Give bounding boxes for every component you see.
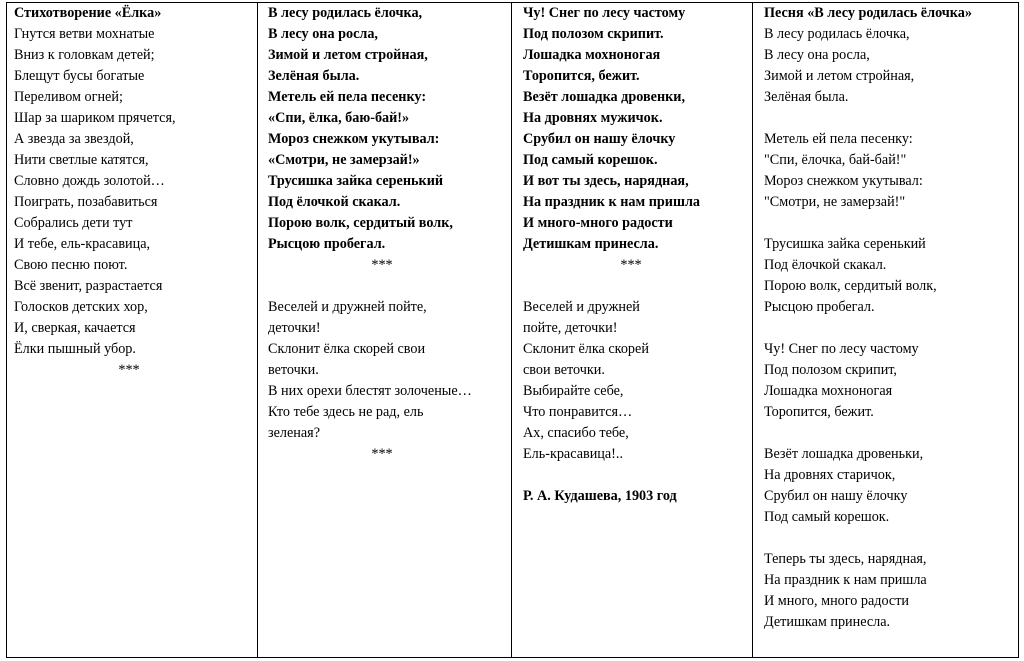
poem-line: Веселей и дружней пойте,: [268, 299, 427, 315]
poem-line: Свою песню поют.: [14, 257, 128, 273]
poem-line: Мороз снежком укутывал:: [764, 173, 923, 189]
stanza-separator: ***: [620, 257, 642, 273]
blank-line: [764, 108, 1014, 129]
poem-line: На дровнях мужичок.: [523, 110, 663, 126]
blank-line: [764, 213, 1014, 234]
stanza-separator: ***: [371, 446, 393, 462]
poem-line: Всё звенит, разрастается: [14, 278, 163, 294]
poem-line: Трусишка зайка серенький: [268, 173, 444, 189]
poem-line: Под самый корешок.: [764, 509, 890, 525]
poem-line: На праздник к нам пришла: [523, 194, 700, 210]
stanza-separator: ***: [371, 257, 393, 273]
poem-line: Зимой и летом стройная,: [268, 47, 428, 63]
poem-line: Детишкам принесла.: [764, 614, 891, 630]
poem-line: И вот ты здесь, нарядная,: [523, 173, 689, 189]
poem-line: А звезда за звездой,: [14, 131, 134, 147]
poem-line: Везёт лошадка дровеньки,: [764, 446, 924, 462]
poem-line: Чу! Снег по лесу частому: [764, 341, 919, 357]
poem-line: Зимой и летом стройная,: [764, 68, 915, 84]
poem-line: В лесу родилась ёлочка,: [764, 26, 910, 42]
poem-line: Под ёлочкой скакал.: [764, 257, 887, 273]
poem-line: деточки!: [268, 320, 321, 336]
poem-line: В них орехи блестят золоченые…: [268, 383, 472, 399]
blank-line: [523, 465, 739, 486]
blank-line: [523, 276, 739, 297]
column-divider: [511, 2, 512, 658]
poem-line: Ёлки пышный убор.: [14, 341, 136, 357]
poem-line: Под ёлочкой скакал.: [268, 194, 401, 210]
poem-line: пойте, деточки!: [523, 320, 618, 336]
poem-line: Что понравится…: [523, 404, 633, 420]
poem-line: И, сверкая, качается: [14, 320, 136, 336]
poem-line: В лесу родилась ёлочка,: [268, 5, 423, 21]
poem-line: Мороз снежком укутывал:: [268, 131, 440, 147]
poem-line: Под полозом скрипит.: [523, 26, 664, 42]
poem-line: свои веточки.: [523, 362, 605, 378]
poem-line: Блещут бусы богатые: [14, 68, 145, 84]
poem-line: Выбирайте себе,: [523, 383, 624, 399]
poem-line: В лесу она росла,: [268, 26, 378, 42]
poem-line: Шар за шариком прячется,: [14, 110, 176, 126]
poem-line: Лошадка мохноногая: [523, 47, 661, 63]
poem-line: Веселей и дружней: [523, 299, 640, 315]
poem-line: Срубил он нашу ёлочку: [764, 488, 908, 504]
poem-line: «Спи, ёлка, баю-бай!»: [268, 110, 410, 126]
poem-line: Склонит ёлка скорей: [523, 341, 649, 357]
poem-line: Рысцою пробегал.: [268, 236, 386, 252]
poem-line: Порою волк, сердитый волк,: [268, 215, 453, 231]
blank-line: [764, 528, 1014, 549]
poem-line: Срубил он нашу ёлочку: [523, 131, 676, 147]
poem-line: Собрались дети тут: [14, 215, 133, 231]
poem-line: Голосков детских хор,: [14, 299, 148, 315]
blank-line: [764, 318, 1014, 339]
poem-line: Торопится, бежит.: [523, 68, 640, 84]
poem-line: Стихотворение «Ёлка»: [14, 5, 162, 21]
poem-line: Теперь ты здесь, нарядная,: [764, 551, 927, 567]
poem-line: Лошадка мохноногая: [764, 383, 893, 399]
poem-line: Порою волк, сердитый волк,: [764, 278, 937, 294]
poem-line: И тебе, ель-красавица,: [14, 236, 151, 252]
stanza-separator: ***: [118, 362, 140, 378]
column-song-part1: [268, 3, 496, 465]
poem-line: Ель-красавица!..: [523, 446, 623, 462]
poem-line: веточки.: [268, 362, 319, 378]
blank-line: [268, 276, 496, 297]
poem-line: Под самый корешок.: [523, 152, 658, 168]
blank-line: [764, 423, 1014, 444]
poem-line: "Спи, ёлочка, бай-бай!": [764, 152, 907, 168]
poem-line: Поиграть, позабавиться: [14, 194, 158, 210]
poem-line: И много-много радости: [523, 215, 673, 231]
column-divider: [752, 2, 753, 658]
column-song-part2: [523, 3, 739, 507]
poem-line: Переливом огней;: [14, 89, 123, 105]
column-elka-poem: [14, 3, 244, 381]
poem-line: На дровнях старичок,: [764, 467, 896, 483]
poem-line: Гнутся ветви мохнатые: [14, 26, 155, 42]
poem-line: И много, много радости: [764, 593, 910, 609]
poem-line: Ах, спасибо тебе,: [523, 425, 629, 441]
poem-line: Трусишка зайка серенький: [764, 236, 926, 252]
poem-line: Торопится, бежит.: [764, 404, 874, 420]
poem-line: Под полозом скрипит,: [764, 362, 897, 378]
poem-line: "Смотри, не замерзай!": [764, 194, 906, 210]
poem-line: Зелёная была.: [268, 68, 360, 84]
poem-line: Везёт лошадка дровенки,: [523, 89, 686, 105]
poem-line: Вниз к головкам детей;: [14, 47, 155, 63]
column-divider: [257, 2, 258, 658]
poem-line: Метель ей пела песенку:: [764, 131, 913, 147]
poem-line: Зелёная была.: [764, 89, 849, 105]
poem-line: Метель ей пела песенку:: [268, 89, 427, 105]
poem-line: Детишкам принесла.: [523, 236, 659, 252]
poem-line: Кто тебе здесь не рад, ель: [268, 404, 424, 420]
poem-line: Нити светлые катятся,: [14, 152, 149, 168]
poem-line: зеленая?: [268, 425, 320, 441]
poem-line: Склонит ёлка скорей свои: [268, 341, 426, 357]
poem-line: Рысцою пробегал.: [764, 299, 875, 315]
poem-line: Р. А. Кудашева, 1903 год: [523, 488, 677, 504]
poem-line: Песня «В лесу родилась ёлочка»: [764, 5, 972, 21]
poem-line: На праздник к нам пришла: [764, 572, 927, 588]
poem-line: В лесу она росла,: [764, 47, 870, 63]
poem-line: Словно дождь золотой…: [14, 173, 165, 189]
column-song-modern: [764, 3, 1014, 633]
poem-line: «Смотри, не замерзай!»: [268, 152, 420, 168]
poem-line: Чу! Снег по лесу частому: [523, 5, 686, 21]
